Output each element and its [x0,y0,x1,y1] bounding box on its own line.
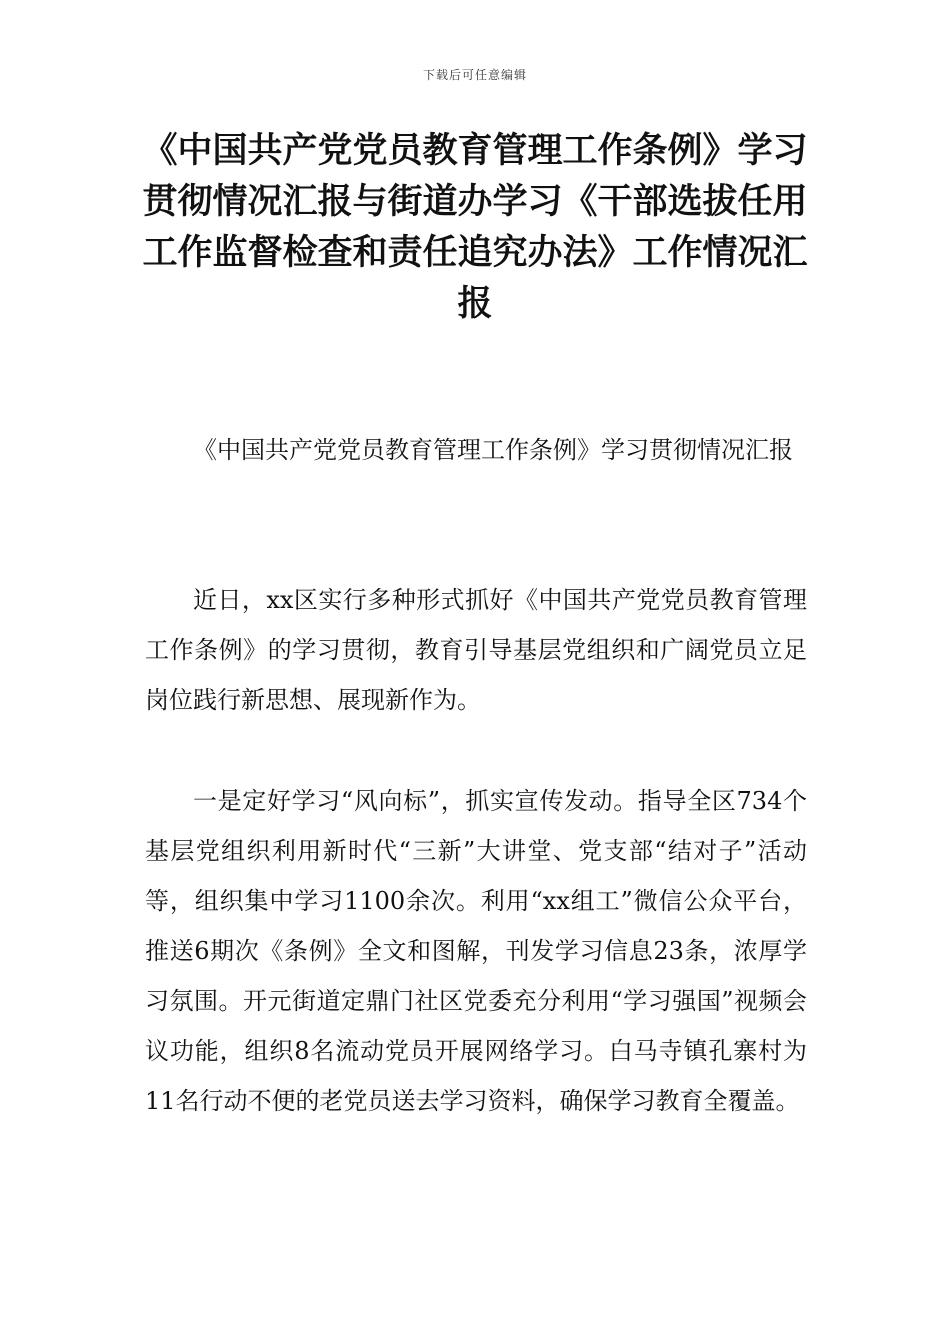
document-title: 《中国共产党党员教育管理工作条例》学习贯彻情况汇报与街道办学习《干部选拔任用工作监督检查和责任追究办法》工作情况汇报 [142,131,808,324]
paragraph-point-one: 一是定好学习“风向标”，抓实宣传发动。指导全区734个基层党组织利用新时代“三新”大讲堂、党支部“结对子”活动等，组织集中学习1100余次。利用“xx组工”微信公众平台，推送6期次《条例》全文和图解，刊发学习信息23条，浓厚学习氛围。开元街道定鼎门社区党委充分利用“学习强国”视频会议功能，组织8名流动党员开展网络学习。白马寺镇孔寨村为11名行动不便的老党员送去学习资料，确保学习教育全覆盖。 [145,787,807,1115]
header-note: 下载后可任意编辑 [422,68,527,82]
paragraph-intro: 近日，xx区实行多种形式抓好《中国共产党党员教育管理工作条例》的学习贯彻，教育引导基层党组织和广阔党员立足岗位践行新思想、展现新作为。 [145,586,807,714]
section-heading: 《中国共产党党员教育管理工作条例》学习贯彻情况汇报 [193,436,793,464]
